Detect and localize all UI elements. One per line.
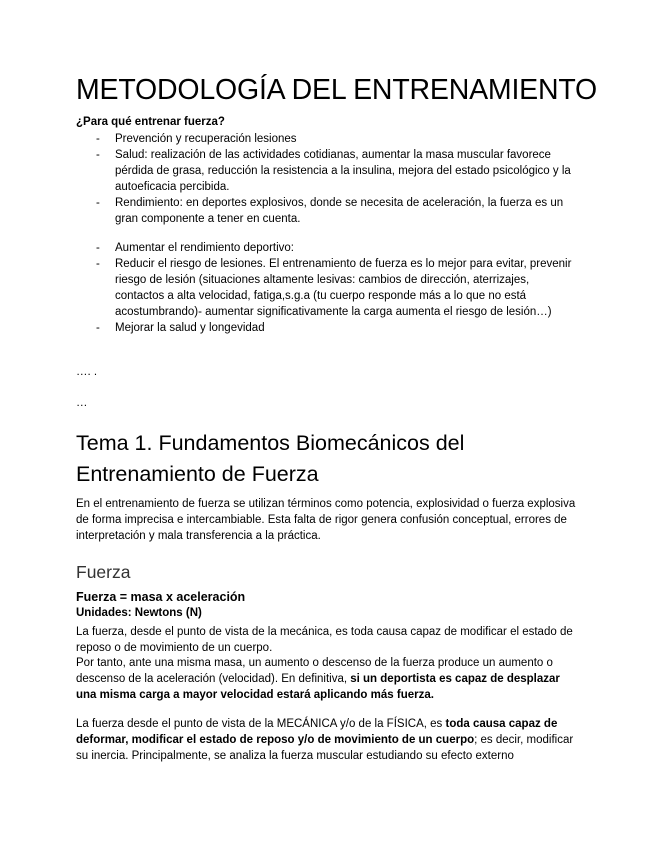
definition-paragraph: La fuerza, desde el punto de vista de la mecánica, es toda causa capaz de modificar el estado de reposo o de movimiento de un cuerpo. [76, 626, 573, 654]
intro-paragraph: En el entrenamiento de fuerza se utilizan términos como potencia, explosividad o fuerza explosiva de forma imprecisa e intercambiable. Esta falta de rigor genera confusión conceptual, errores de interpretación y mala transferencia a la práctica. [76, 498, 576, 542]
force-formula: Fuerza = masa x aceleración [76, 590, 246, 604]
velocity-paragraph [76, 655, 581, 703]
section-question: ¿Para qué entrenar fuerza? [76, 116, 225, 128]
list-item: - Rendimiento: en deportes explosivos, donde se necesita de aceleración, la fuerza es un gran componente a tener en cuenta. [76, 195, 581, 227]
list-item: - Reducir el riesgo de lesiones. El entrenamiento de fuerza es lo mejor para evitar, prevenir riesgo de lesión (situaciones altamente lesivas: cambios de dirección, aterrizajes, contactos a alta velocidad, fatiga,s.g.a (tu cuerpo responde más a lo que no está acostumbrando)- aumentar significativamente la carga aumenta el riesgo de lesión…) [76, 256, 581, 320]
paragraph-text: La fuerza desde el punto de vista de la MECÁNICA y/o de la FÍSICA, es [76, 718, 446, 730]
document-title: METODOLOGÍA DEL ENTRENAMIENTO [76, 74, 598, 106]
benefits-list [76, 240, 581, 336]
ellipsis-line: …. . [76, 366, 98, 378]
ellipsis-line: … [76, 397, 88, 409]
list-item: - Prevención y recuperación lesiones [76, 131, 581, 147]
heading-tema-1: Tema 1. Fundamentos Biomecánicos del Entrenamiento de Fuerza [76, 431, 465, 486]
list-item: - Mejorar la salud y longevidad [76, 320, 581, 336]
paragraph-emphasis: toda causa capaz de deformar, modificar el estado de reposo y/o de movimiento de un cuerpo [76, 718, 558, 746]
paragraph-emphasis: si un deportista es capaz de desplazar una misma carga a mayor velocidad estará aplicando más fuerza. [76, 673, 560, 701]
list-item: - Aumentar el rendimiento deportivo: [76, 240, 581, 256]
paragraph-text: Por tanto, ante una misma masa, un aumento o descenso de la fuerza produce un aumento o descenso de la aceleración (velocidad). En definitiva, [76, 657, 553, 685]
reasons-list [76, 131, 581, 227]
paragraph-text: ; es decir, modificar su inercia. Principalmente, se analiza la fuerza muscular estudiando su efecto externo [76, 734, 574, 762]
heading-fuerza: Fuerza [76, 562, 131, 582]
physics-paragraph [76, 716, 581, 764]
force-units: Unidades: Newtons (N) [76, 607, 202, 619]
list-item: - Salud: realización de las actividades cotidianas, aumentar la masa muscular favorece pérdida de grasa, reducción la resistencia a la insulina, mejora del estado psicológico y la autoeficacia percibida. [76, 147, 581, 195]
